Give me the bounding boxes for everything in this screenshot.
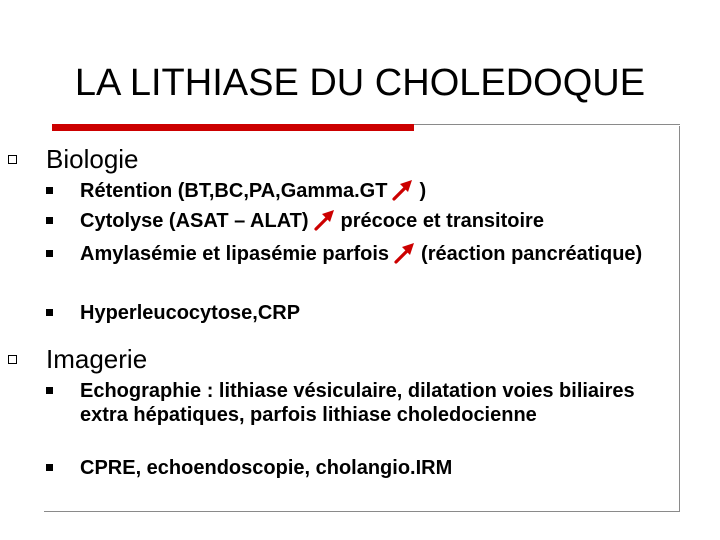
section-imagerie — [0, 341, 720, 377]
frame-right-border — [679, 126, 680, 512]
list-item-text: Cytolyse (ASAT – ALAT) précoce et transitoire — [80, 210, 544, 232]
slide-title: LA LITHIASE DU CHOLEDOQUE — [74, 62, 646, 104]
hollow-square-bullet-icon — [8, 355, 17, 364]
list-item-text: Hyperleucocytose,CRP — [80, 302, 301, 324]
section-heading: Imagerie — [46, 344, 148, 374]
square-bullet-icon — [46, 464, 53, 471]
square-bullet-icon — [46, 250, 53, 257]
list-item-text: Echographie : lithiase vésiculaire, dilatation voies biliaires extra hépatiques, parfois lithiase choledocienne — [80, 380, 635, 426]
section-biologie — [0, 141, 720, 177]
square-bullet-icon — [46, 187, 53, 194]
list-item-text: Amylasémie et lipasémie parfois (réaction pancréatique) — [80, 243, 643, 265]
list-item-text: Rétention (BT,BC,PA,Gamma.GT ) — [80, 180, 427, 202]
title-rule — [414, 124, 680, 125]
section-heading: Biologie — [46, 144, 139, 174]
increase-arrow-icon — [393, 242, 417, 264]
hollow-square-bullet-icon — [8, 155, 17, 164]
list-item-text: CPRE, echoendoscopie, cholangio.IRM — [80, 457, 453, 479]
square-bullet-icon — [46, 217, 53, 224]
increase-arrow-icon — [313, 209, 337, 231]
increase-arrow-icon — [391, 179, 415, 201]
title-accent-bar — [52, 124, 414, 131]
frame-bottom-border — [44, 511, 680, 512]
square-bullet-icon — [46, 387, 53, 394]
square-bullet-icon — [46, 309, 53, 316]
